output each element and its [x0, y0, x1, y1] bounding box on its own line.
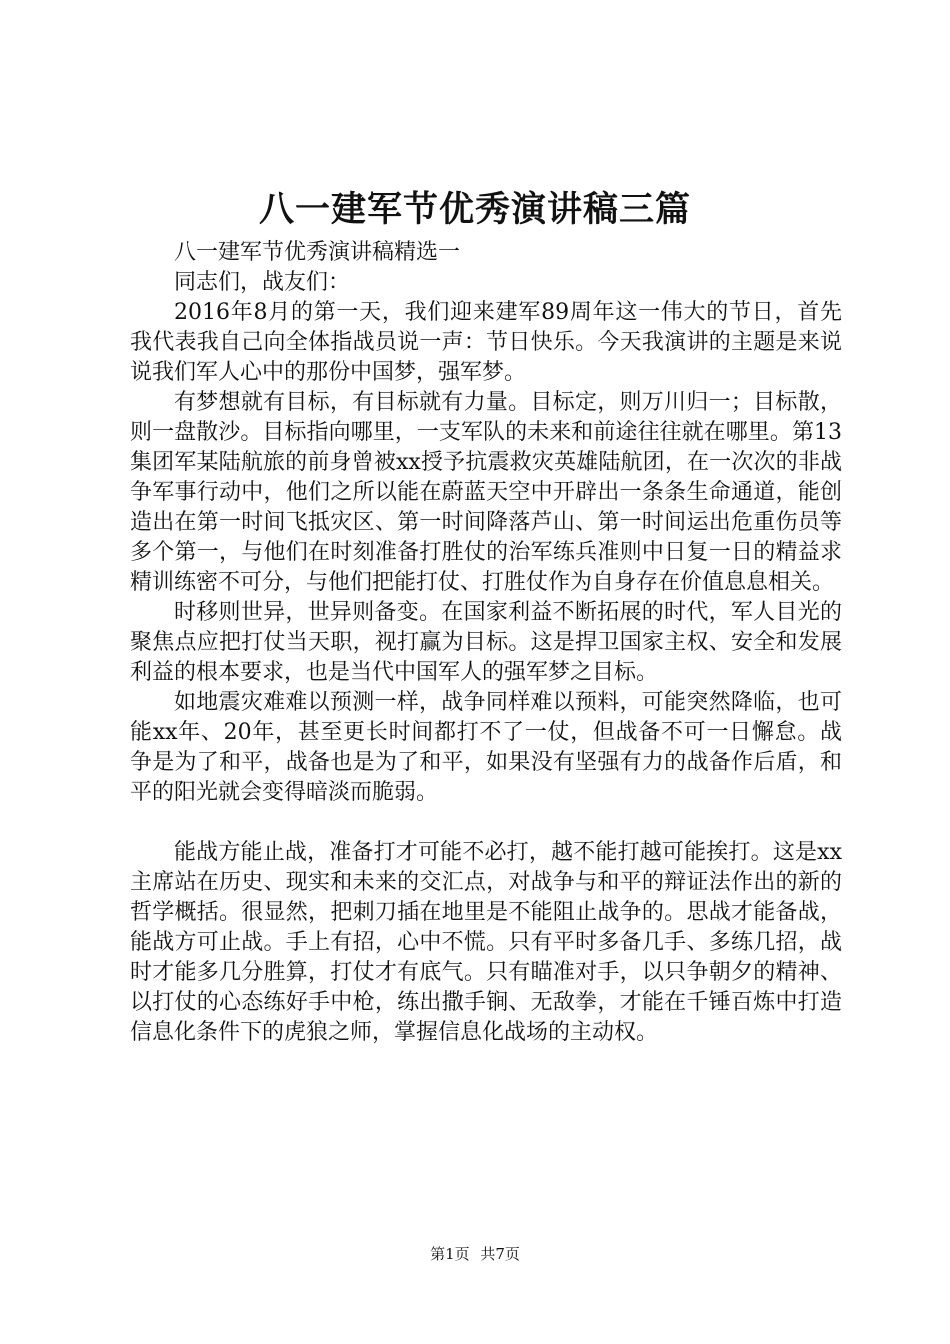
salutation: 同志们，战友们：: [174, 270, 351, 295]
paragraph-5: 能战方能止战，准备打才可能不必打，越不能打越可能挨打。这是xx主席站在历史、现实和未来的交汇点，对战争与和平的辩证法作出的新的哲学概括。很显然，把刺刀插在地里是不能阻止战争的。思战才能备战，能战方可止战。手上有招，心中不慌。只有平时多备几手、多练几招，战时才能多几分胜算，打仗才有底气。只有瞄准对手，以只争朝夕的精神、以打仗的心态练好手中枪，练出撒手锏、无敌拳，才能在千锤百炼中打造信息化条件下的虎狼之师，掌握信息化战场的主动权。: [130, 840, 842, 1045]
page-footer: [0, 1244, 950, 1264]
page-total: 共7页: [480, 1245, 520, 1263]
paragraph-2: 有梦想就有目标，有目标就有力量。目标定，则万川归一；目标散，则一盘散沙。目标指向哪里，一支军队的未来和前途往往就在哪里。第13集团军某陆航旅的前身曾被xx授予抗震救灾英雄陆航团，在一次次的非战争军事行动中，他们之所以能在蔚蓝天空中开辟出一条条生命通道，能创造出在第一时间飞抵灾区、第一时间降落芦山、第一时间运出危重伤员等多个第一，与他们在时刻准备打胜仗的治军练兵准则中日复一日的精益求精训练密不可分，与他们把能打仗、打胜仗作为自身存在价值息息相关。: [130, 390, 842, 595]
document-title: 八一建军节优秀演讲稿三篇: [258, 189, 691, 230]
page-number: 第1页: [430, 1245, 470, 1263]
paragraph-4: 如地震灾难难以预测一样，战争同样难以预料，可能突然降临，也可能xx年、20年，甚至更长时间都打不了一仗，但战备不可一日懈怠。战争是为了和平，战备也是为了和平，如果没有坚强有力的战备作后盾，和平的阳光就会变得暗淡而脆弱。: [130, 690, 842, 805]
document-body: [130, 238, 842, 1048]
paragraph-3: 时移则世异，世异则备变。在国家利益不断拓展的时代，军人目光的聚焦点应把打仗当天职，视打赢为目标。这是捍卫国家主权、安全和发展利益的根本要求，也是当代中国军人的强军梦之目标。: [130, 600, 842, 685]
paragraph-1: 2016年8月的第一天，我们迎来建军89周年这一伟大的节日，首先我代表我自己向全体指战员说一声：节日快乐。今天我演讲的主题是来说说我们军人心中的那份中国梦，强军梦。: [130, 300, 842, 385]
section-heading: 八一建军节优秀演讲稿精选一: [174, 240, 461, 265]
